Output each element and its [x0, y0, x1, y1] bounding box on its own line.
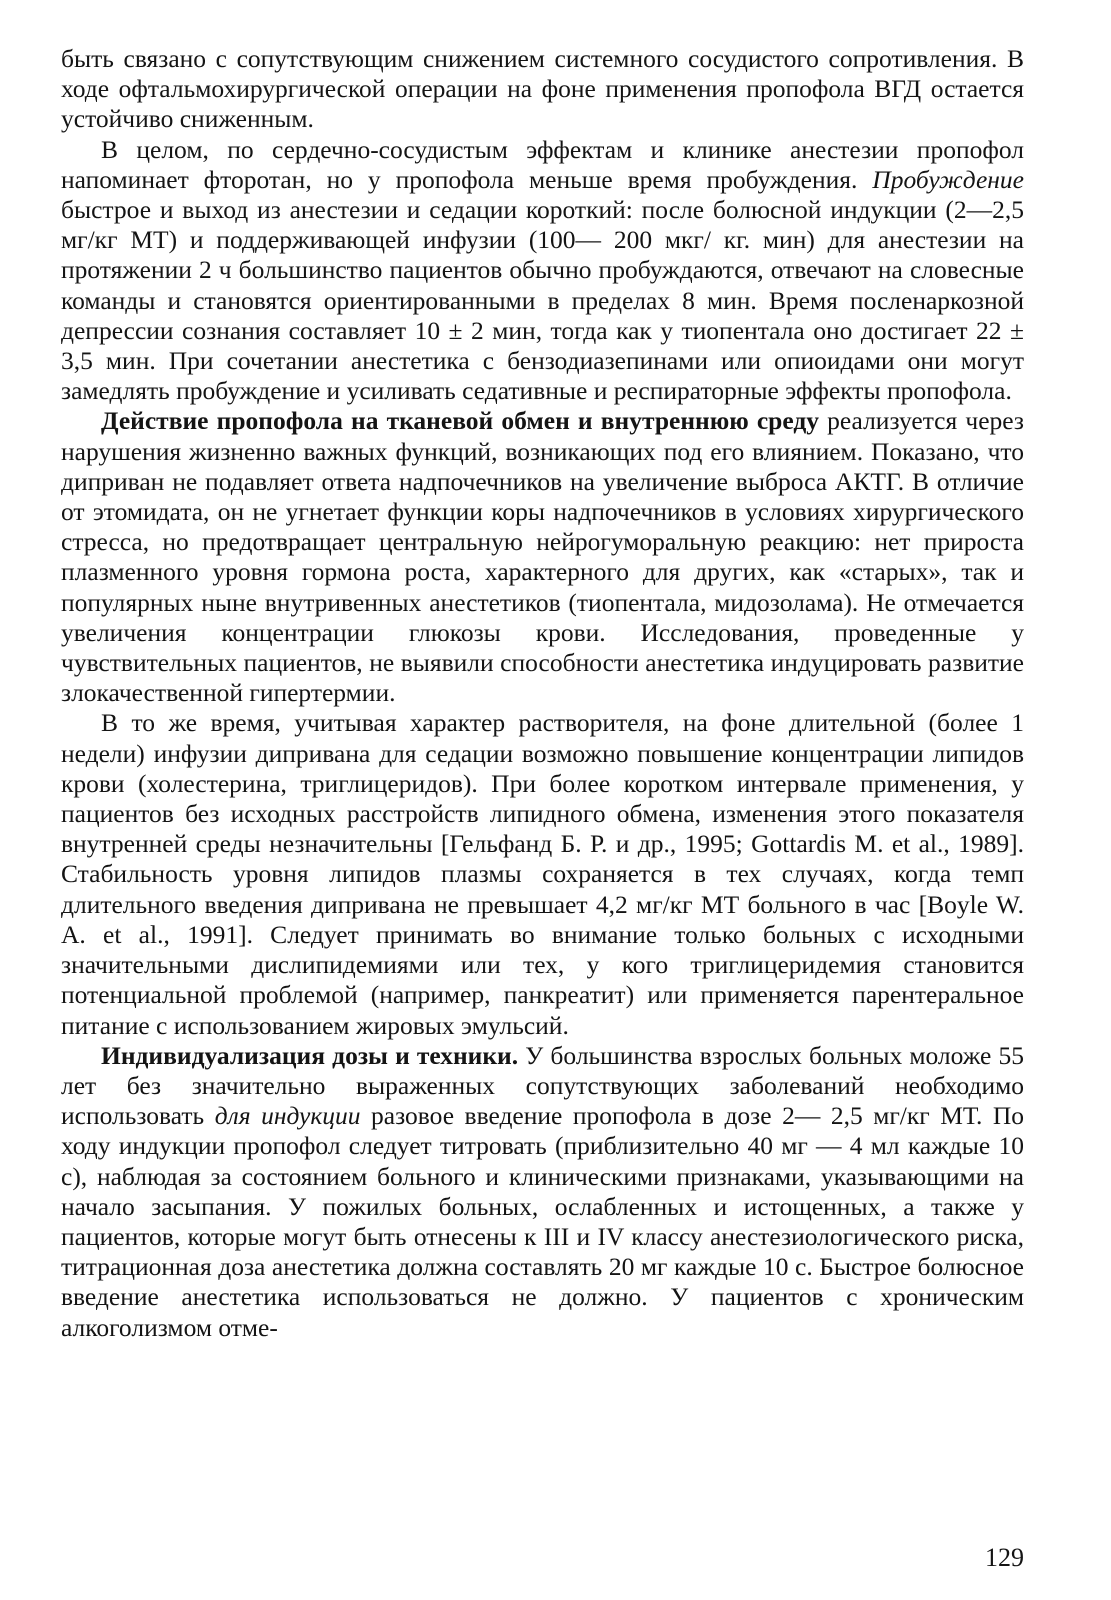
page-number: 129: [985, 1543, 1024, 1572]
paragraph-1: [61, 44, 1024, 135]
paragraph-3-bold-heading: Действие пропофола на тканевой обмен и внутреннюю среду: [101, 406, 819, 436]
paragraph-5-text-a: У большинства взрослых больных моложе 55 лет без значительно выраженных сопутствующих заболеваний необходимо использовать: [61, 1040, 1024, 1131]
paragraph-3-text: реализуется через нарушения жизненно важных функций, возникающих под его влиянием. Показано, что диприван не подавляет ответа надпочечников на увеличение выброса АКТГ. В отличие от этомидата, он не угнетает функции коры надпочечников в условиях хирургического стресса, но предотвращает центральную нейрогуморальную реакцию: нет прироста плазменного уровня гормона роста, характерного для других, как «старых», так и популярных ныне внутривенных анестетиков (тиопентала, мидозолама). Не отмечается увеличения концентрации глюкозы крови. Исследования, проведенные у чувствительных пациентов, не выявили способности анестетика индуцировать развитие злокачественной гипертермии.: [61, 406, 1024, 708]
paragraph-5: [61, 1041, 1024, 1343]
paragraph-5-italic: для индукции: [214, 1101, 361, 1131]
paragraph-4: [61, 708, 1024, 1040]
paragraph-1-text: быть связано с сопутствующим снижением системного сосудистого сопротивления. В ходе офтальмохирургической операции на фоне применения пропофола ВГД остается устойчиво сниженным.: [61, 44, 1024, 134]
paragraph-2-text-a: В целом, по сердечно-сосудистым эффектам и клинике анестезии пропофол напоминает фторотан, но у пропофола меньше время пробуждения.: [61, 134, 1024, 194]
paragraph-5-text-b: разовое введение пропофола в дозе 2— 2,5 мг/кг МТ. По ходу индукции пропофол следует титровать (приблизительно 40 мг — 4 мл каждые 10 с), наблюдая за состоянием больного и клиническими признаками, указывающими на начало засыпания. У пожилых больных, ослабленных и истощенных, а также у пациентов, которые могут быть отнесены к III и IV классу анестезиологического риска, титрационная доза анестетика должна составлять 20 мг каждые 10 с. Быстрое болюсное введение анестетика использоваться не должно. У пациентов с хроническим алкоголизмом отме-: [61, 1101, 1024, 1342]
paragraph-4-text: В то же время, учитывая характер растворителя, на фоне длительной (более 1 недели) инфузии дипривана для седации возможно повышение концентрации липидов крови (холестерина, триглицеридов). При более коротком интервале применения, у пациентов без исходных расстройств липидного обмена, изменения этого показателя внутренней среды незначительны [Гельфанд Б. Р. и др., 1995; Gottardis M. et al., 1989]. Стабильность уровня липидов плазмы сохраняется в тех случаях, когда темп длительного введения дипривана не превышает 4,2 мг/кг МТ больного в час [Boyle W. A. et al., 1991]. Следует принимать во внимание только больных с исходными значительными дислипидемиями или тех, у кого триглицеридемия становится потенциальной проблемой (например, панкреатит) или применяется парентеральное питание с использованием жировых эмульсий.: [61, 708, 1024, 1040]
paragraph-2-text-b: быстрое и выход из анестезии и седации короткий: после болюсной индукции (2—2,5 мг/кг МТ) и поддерживающей инфузии (100— 200 мкг/ кг. мин) для анестезии на протяжении 2 ч большинство пациентов обычно пробуждаются, отвечают на словесные команды и становятся ориентированными в пределах 8 мин. Время посленаркозной депрессии сознания составляет 10 ± 2 мин, тогда как у тиопентала оно достигает 22 ± 3,5 мин. При сочетании анестетика с бензодиазепинами или опиоидами они могут замедлять пробуждение и усиливать седативные и респираторные эффекты пропофола.: [61, 195, 1024, 406]
page-body: [61, 44, 1024, 1343]
paragraph-5-bold-heading: Индивидуализация дозы и техники.: [101, 1040, 519, 1070]
paragraph-2-italic: Пробуждение: [872, 164, 1024, 194]
paragraph-3: [61, 406, 1024, 708]
paragraph-2: [61, 135, 1024, 407]
